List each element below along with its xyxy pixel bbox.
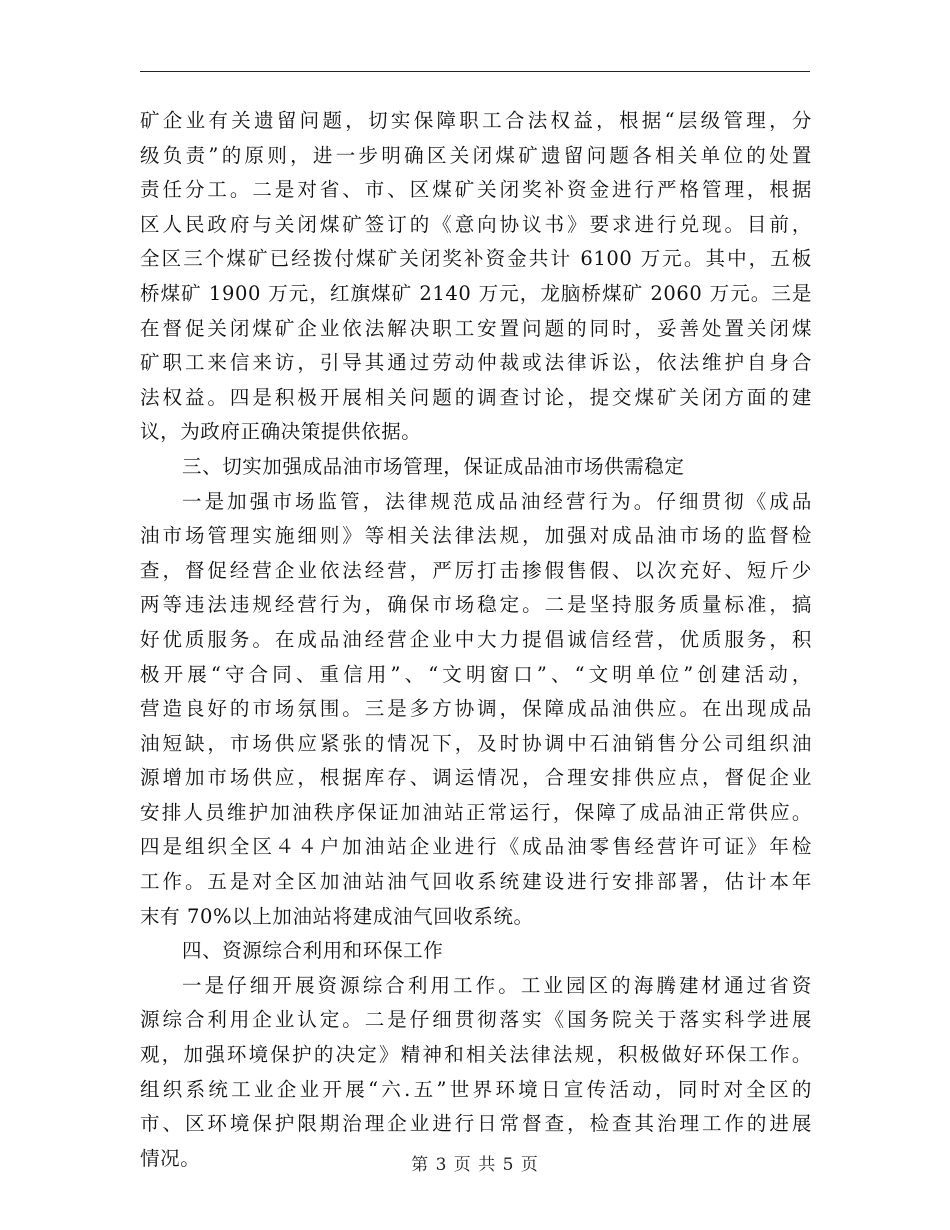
text-line: 桥煤矿 1900 万元，红旗煤矿 2140 万元，龙脑桥煤矿 2060 万元。三是 [140,281,812,305]
text-line: 责任分工。二是对省、市、区煤矿关闭奖补资金进行严格管理，根据 [140,178,812,202]
header-rule [140,71,810,72]
text-line: 油市场管理实施细则》等相关法律法规，加强对成品油市场的监督检 [140,524,812,548]
text-line: 四、资源综合利用和环保工作 [182,939,444,963]
text-line: 末有 70%以上加油站将建成油气回收系统。 [140,904,534,928]
text-line: 在督促关闭煤矿企业依法解决职工安置问题的同时，妥善处置关闭煤 [140,316,812,340]
text-line: 两等违法违规经营行为，确保市场稳定。二是坚持服务质量标准，搞 [140,593,812,617]
text-line: 法权益。四是积极开展相关问题的调查讨论，提交煤矿关闭方面的建 [140,385,812,409]
document-body [140,104,812,1176]
text-line: 三、切实加强成品油市场管理，保证成品油市场供需稳定 [182,454,685,478]
text-line: 全区三个煤矿已经拨付煤矿关闭奖补资金共计 6100 万元。其中，五板 [140,247,812,271]
text-line: 一是加强市场监管，法律规范成品油经营行为。仔细贯彻《成品 [182,489,812,513]
text-line: 矿企业有关遗留问题，切实保障职工合法权益，根据“层级管理，分 [140,109,812,132]
text-line: 矿职工来信来访，引导其通过劳动仲裁或法律诉讼，依法维护自身合 [140,351,812,375]
page-footer: 第 3 页 共 5 页 [411,1155,539,1175]
text-line: 级负责”的原则，进一步明确区关闭煤矿遗留问题各相关单位的处置 [140,143,812,167]
text-line: 油短缺，市场供应紧张的情况下，及时协调中石油销售分公司组织油 [140,731,812,755]
text-line: 一是仔细开展资源综合利用工作。工业园区的海腾建材通过省资 [182,973,812,997]
text-line: 组织系统工业企业开展“六.五”世界环境日宣传活动，同时对全区的 [140,1077,812,1101]
text-line: 源增加市场供应，根据库存、调运情况，合理安排供应点，督促企业 [140,766,812,790]
text-line: 四是组织全区４４户加油站企业进行《成品油零售经营许可证》年检 [140,835,812,859]
text-line: 情况。 [140,1146,201,1170]
text-line: 观，加强环境保护的决定》精神和相关法律法规，积极做好环保工作。 [140,1043,812,1067]
text-line: 安排人员维护加油秩序保证加油站正常运行，保障了成品油正常供应。 [140,800,812,824]
text-line: 议，为政府正确决策提供依据。 [140,420,422,444]
text-line: 查，督促经营企业依法经营，严厉打击掺假售假、以次充好、短斤少 [140,558,812,582]
text-line: 区人民政府与关闭煤矿签订的《意向协议书》要求进行兑现。目前， [140,212,812,236]
text-line: 源综合利用企业认定。二是仔细贯彻落实《国务院关于落实科学进展 [140,1008,812,1032]
text-line: 营造良好的市场氛围。三是多方协调，保障成品油供应。在出现成品 [140,697,812,721]
text-line: 好优质服务。在成品油经营企业中大力提倡诚信经营，优质服务，积 [140,627,812,651]
text-line: 极开展“守合同、重信用”、“文明窗口”、“文明单位”创建活动， [140,662,812,686]
text-line: 市、区环境保护限期治理企业进行日常督查，检查其治理工作的进展 [140,1112,812,1136]
text-line: 工作。五是对全区加油站油气回收系统建设进行安排部署，估计本年 [140,870,812,894]
